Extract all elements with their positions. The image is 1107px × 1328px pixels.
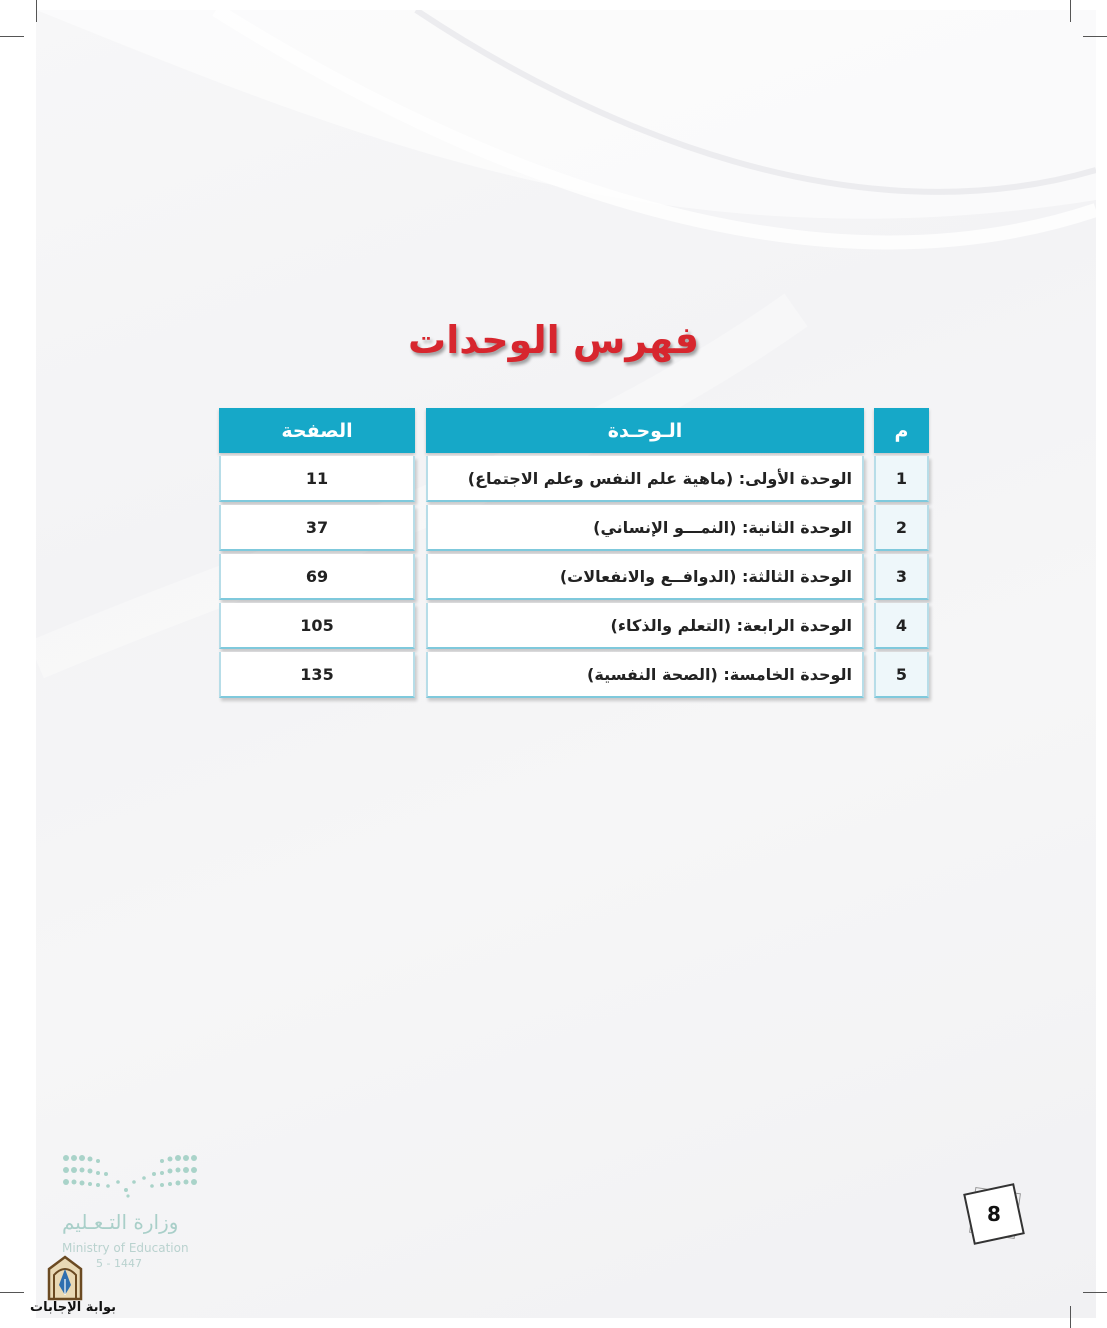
unit-cell: الوحدة الأولى: (ماهية علم النفس وعلم الاجتماع) <box>426 456 864 502</box>
page-cell: 105 <box>219 603 415 649</box>
ministry-logo-icon <box>62 1152 198 1200</box>
page-cell: 11 <box>219 456 415 502</box>
page-cell: 69 <box>219 554 415 600</box>
crop-mark <box>0 1292 24 1293</box>
ministry-name-arabic: وزارة التـعـليم <box>62 1210 179 1234</box>
number-cell: 5 <box>874 652 929 698</box>
watermark-pen-icon <box>43 1255 87 1301</box>
page-cell: 37 <box>219 505 415 551</box>
unit-column <box>426 408 864 698</box>
unit-cell: الوحدة الثانية: (النمـــو الإنساني) <box>426 505 864 551</box>
unit-cell: الوحدة الثالثة: (الدوافــع والانفعالات) <box>426 554 864 600</box>
page-number: 8 <box>987 1202 1001 1226</box>
number-cell: 1 <box>874 456 929 502</box>
number-cell: 3 <box>874 554 929 600</box>
page-column <box>219 408 415 698</box>
page-column-header: الصفحة <box>219 408 415 453</box>
unit-cell: الوحدة الرابعة: (التعلم والذكاء) <box>426 603 864 649</box>
page-title: فهرس الوحدات <box>408 318 699 362</box>
page-cell: 135 <box>219 652 415 698</box>
crop-mark <box>1070 0 1071 22</box>
crop-mark <box>1070 1306 1071 1328</box>
crop-mark <box>0 36 24 37</box>
number-column-header: م <box>874 408 929 453</box>
crop-mark <box>1083 36 1107 37</box>
number-column <box>874 408 929 698</box>
crop-mark <box>36 0 37 22</box>
unit-cell: الوحدة الخامسة: (الصحة النفسية) <box>426 652 864 698</box>
number-cell: 4 <box>874 603 929 649</box>
ministry-name-english: Ministry of Education <box>62 1241 189 1255</box>
ministry-year: 5 - 1447 <box>96 1257 142 1270</box>
watermark-text: بوابة الإجابات <box>30 1300 116 1315</box>
number-cell: 2 <box>874 505 929 551</box>
unit-column-header: الـوحـدة <box>426 408 864 453</box>
crop-mark <box>1083 1292 1107 1293</box>
